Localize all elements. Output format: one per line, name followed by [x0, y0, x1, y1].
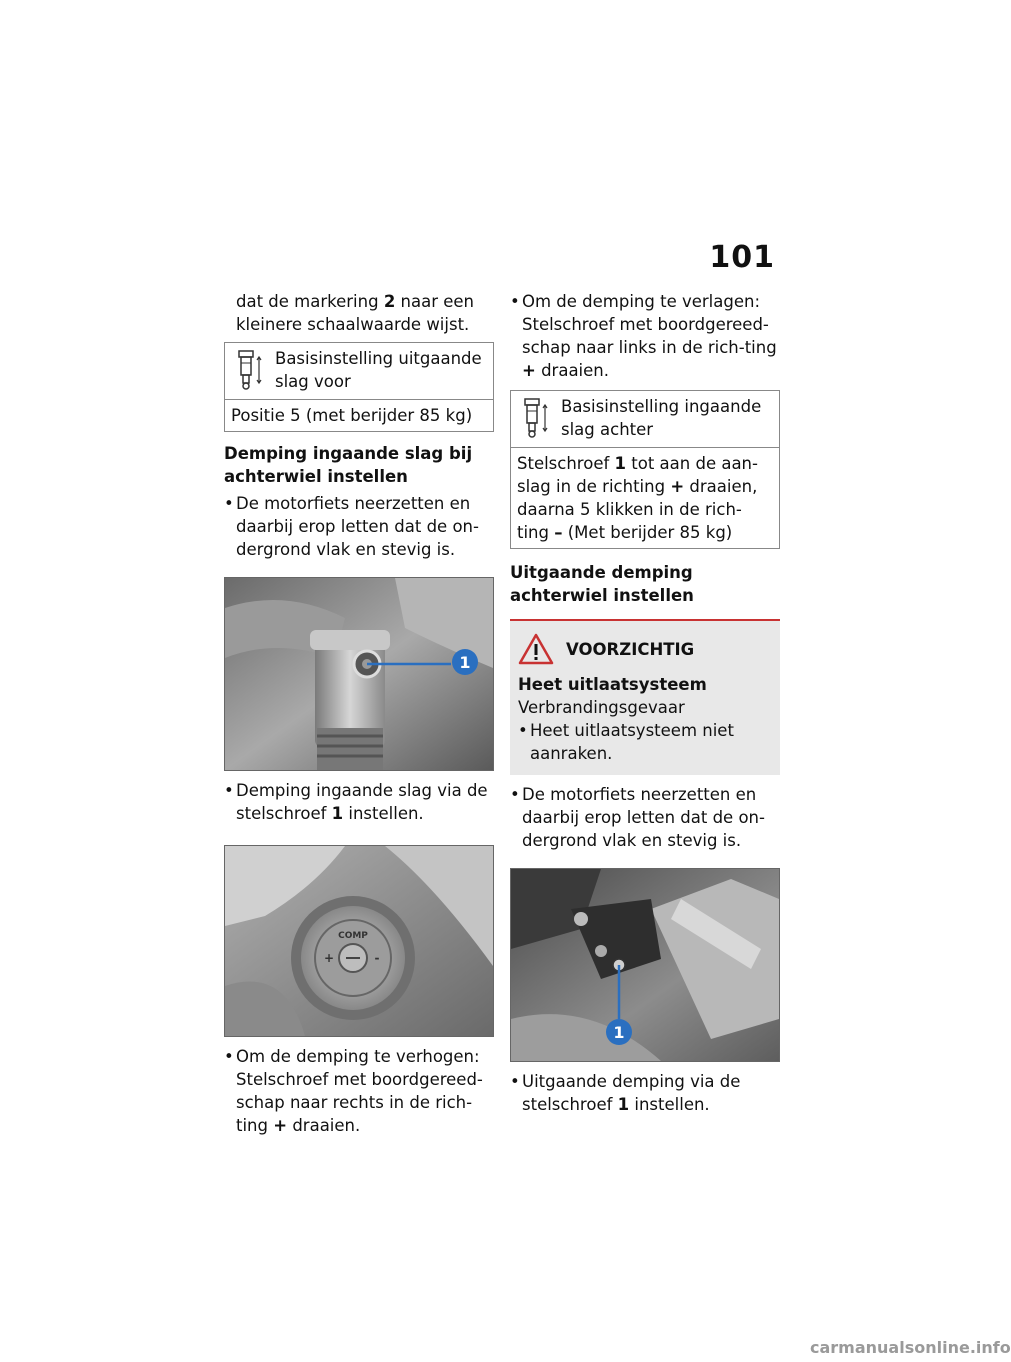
- warning-title: VOORZICHTIG: [566, 639, 695, 659]
- spec-value: Positie 5 (met berijder 85 kg): [225, 399, 493, 431]
- list-item: • Uitgaande demping via de stelschroef 1 instellen.: [510, 1072, 741, 1114]
- list-item: • De motorfiets neerzetten en daarbij erop letten dat de on-dergrond vlak en stevig is.: [224, 494, 479, 559]
- warning-text: Verbrandingsgevaar: [518, 698, 685, 717]
- spec-box-compression-rear: [510, 390, 780, 549]
- section-heading: Demping ingaande slag bij achterwiel instellen: [224, 444, 473, 486]
- shock-absorber-icon: [517, 397, 551, 439]
- warning-triangle-icon: [518, 633, 554, 665]
- intro-text: dat de markering 2 naar een kleinere schaalwaarde wijst.: [236, 292, 475, 334]
- photo-comp-adjuster: [224, 845, 494, 1037]
- plus-label: +: [323, 951, 335, 965]
- spec-value: Stelschroef 1 tot aan de aan-slag in de richting + draaien, daarna 5 klikken in de rich-ting – (Met berijder 85 kg): [511, 447, 779, 548]
- callout-label: 1: [613, 1023, 625, 1042]
- spec-title: Basisinstelling ingaande slag achter: [561, 397, 762, 439]
- section-heading: Uitgaande demping achterwiel instellen: [510, 563, 694, 605]
- spec-title: Basisinstelling uitgaande slag voor: [275, 349, 482, 391]
- list-item: • Demping ingaande slag via de stelschroef 1 instellen.: [224, 781, 488, 823]
- list-item: • Om de demping te verlagen: Stelschroef met boordgereed-schap naar links in de rich-ting + draaien.: [510, 292, 777, 380]
- photo-rear-shock-compression: [224, 577, 494, 771]
- list-item: • Om de demping te verhogen: Stelschroef met boordgereed-schap naar rechts in de rich-ting + draaien.: [224, 1047, 483, 1135]
- warning-subtitle: Heet uitlaatsysteem: [518, 675, 707, 694]
- photo-rebound-adjuster: [510, 868, 780, 1062]
- shock-absorber-icon: [231, 349, 265, 391]
- warning-box: [510, 619, 780, 775]
- left-column: [224, 290, 494, 1137]
- footer-watermark: carmanualsonline.info: [810, 1338, 1011, 1357]
- list-item: • De motorfiets neerzetten en daarbij erop letten dat de on-dergrond vlak en stevig is.: [510, 785, 765, 850]
- minus-label: -: [374, 951, 380, 965]
- comp-label: COMP: [338, 931, 368, 941]
- right-column: [510, 290, 780, 1116]
- spec-box-compression-front: [224, 342, 494, 432]
- callout-label: 1: [459, 653, 471, 672]
- warning-list-item: • Heet uitlaatsysteem niet aanraken.: [518, 721, 734, 763]
- page-number: 101: [709, 240, 775, 275]
